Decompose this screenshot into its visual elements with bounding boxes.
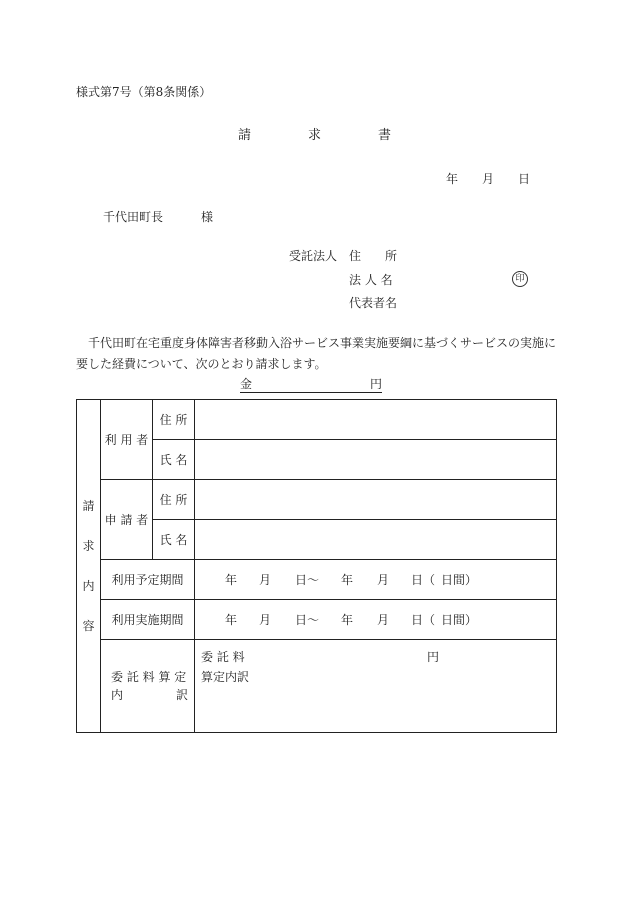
contractor-rep-label: 代表者名 [349,296,398,310]
applicant-address-label: 住 所 [153,480,195,520]
request-statement-text: 千代田町在宅重度身体障害者移動入浴サービス事業実施要綱に基づくサービスの実施に要した経費について、次のとおり請求します。 [76,336,557,371]
actual-period-unit-1: 年 [225,613,238,627]
amount-line [240,378,382,393]
date-line [446,173,554,185]
actual-period-unit-5: 月 [377,613,390,627]
actual-period-unit-2: 月 [259,613,272,627]
title-char-2: 求 [308,128,322,143]
document-title [238,129,448,142]
section-char-4: 容 [82,619,95,633]
fee-item-label: 委 託 料 [201,650,245,664]
applicant-label: 申 請 者 [101,480,153,560]
fee-breakdown-label-char-a: 内 [111,688,124,702]
fee-breakdown-field[interactable] [195,640,557,733]
user-name-label: 氏 名 [153,440,195,480]
planned-period-unit-1: 年 [225,573,238,587]
claim-details-label [77,400,101,733]
amount-suffix: 円 [369,377,382,391]
fee-breakdown-caption: 算定内訳 [201,670,250,684]
addressee-name: 千代田町長 [103,210,164,224]
fee-breakdown-label-char-b: 訳 [175,688,188,702]
fee-breakdown-label-line1: 委 託 料 算 定 [111,670,187,684]
planned-period-unit-4: 年 [341,573,354,587]
applicant-name-label: 氏 名 [153,520,195,560]
planned-period-unit-3: 日〜 [295,573,320,587]
applicant-address-field[interactable] [195,480,557,520]
fee-yen-label: 円 [427,650,440,664]
amount-prefix: 金 [240,377,253,391]
date-year: 年 [446,172,459,186]
claim-details-table [76,399,557,733]
form-number: 様式第7号（第8条関係） [76,85,212,99]
actual-period-field[interactable] [195,600,557,640]
request-statement [76,333,556,375]
user-label: 利 用 者 [101,400,153,480]
seal-mark: 印 [512,271,528,287]
actual-period-unit-7: 日間） [441,613,478,627]
fee-breakdown-label-line2 [111,686,188,704]
user-address-field[interactable] [195,400,557,440]
planned-period-unit-2: 月 [259,573,272,587]
contractor-label: 受託法人 [289,249,338,263]
contractor-address-label: 住 所 [349,249,398,263]
planned-period-unit-5: 月 [377,573,390,587]
date-month: 月 [482,172,495,186]
actual-period-unit-3: 日〜 [295,613,320,627]
addressee [103,211,213,223]
planned-period-label: 利用予定期間 [101,560,195,600]
section-char-3: 内 [82,579,95,593]
actual-period-unit-4: 年 [341,613,354,627]
planned-period-unit-6: 日（ [411,573,436,587]
actual-period-unit-6: 日（ [411,613,436,627]
actual-period-label: 利用実施期間 [101,600,195,640]
date-day: 日 [518,172,531,186]
section-char-1: 請 [82,499,95,513]
addressee-honorific: 様 [201,210,214,224]
planned-period-field[interactable] [195,560,557,600]
planned-period-unit-7: 日間） [441,573,478,587]
title-char-1: 請 [238,128,252,143]
applicant-name-field[interactable] [195,520,557,560]
section-char-2: 求 [82,539,95,553]
fee-line [201,648,550,668]
fee-breakdown-label [101,640,195,733]
user-address-label: 住 所 [153,400,195,440]
user-name-field[interactable] [195,440,557,480]
title-char-3: 書 [378,128,392,143]
contractor-name-label: 法 人 名 [349,273,393,287]
